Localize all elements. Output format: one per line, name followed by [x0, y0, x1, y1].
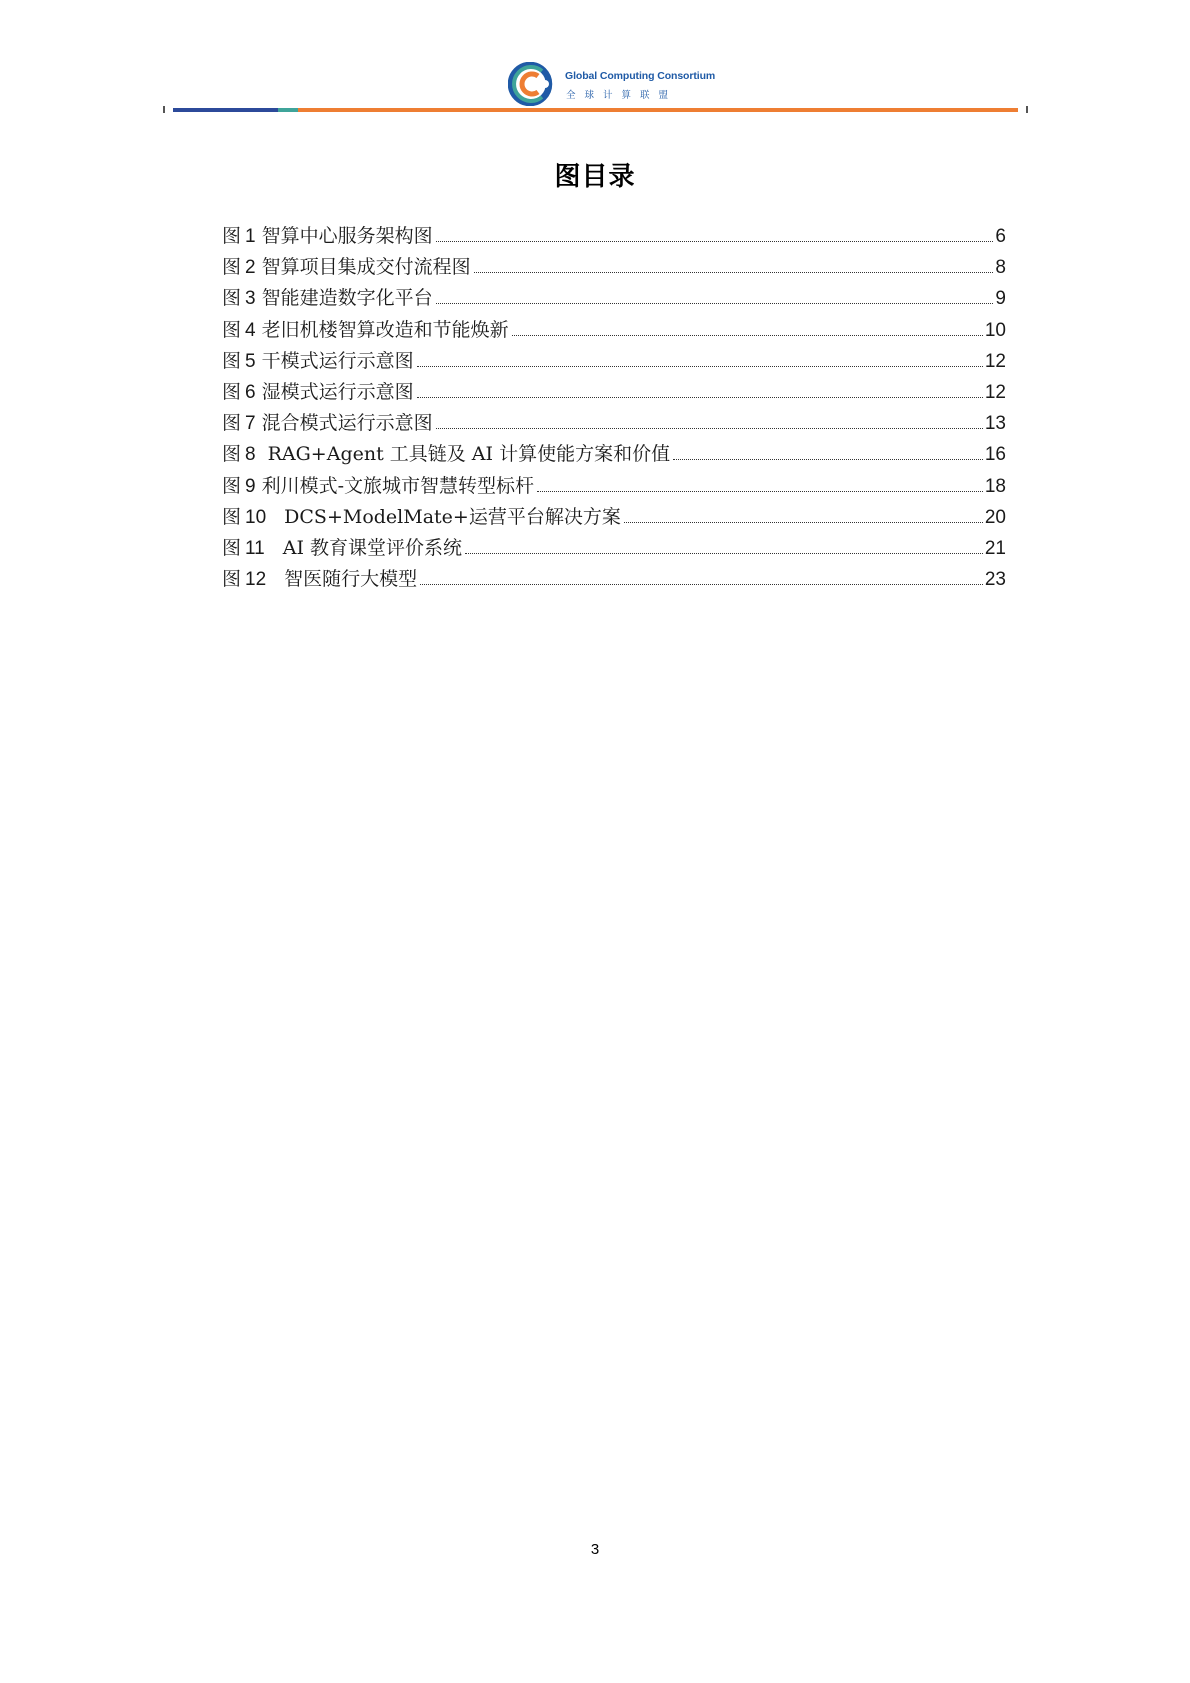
toc-entry-text: 智医随行大模型 [284, 568, 418, 591]
header-rule-left-tick [163, 106, 165, 113]
toc-entry-prefix: 图 [222, 412, 242, 435]
toc-entry-page: 13 [984, 413, 1006, 435]
toc-leader-dots [474, 272, 994, 273]
header-rule-orange [298, 108, 1018, 112]
page-title: 图目录 [554, 162, 636, 192]
header-rule-right-tick [1026, 106, 1028, 113]
toc-entry-number: 10 [245, 506, 267, 528]
toc-entry[interactable] [222, 252, 1006, 283]
logo-english-name: Global Computing Consortium [565, 70, 716, 82]
toc-entry-page: 12 [984, 381, 1006, 403]
toc-leader-dots [420, 584, 983, 585]
toc-entry-page: 23 [984, 569, 1006, 591]
toc-entry-page: 9 [995, 288, 1006, 310]
header-rule-blue [173, 108, 278, 112]
page-header [0, 0, 1190, 115]
toc-entry[interactable] [222, 346, 1006, 377]
toc-entry-label [222, 471, 534, 498]
toc-entry-text: 智能建造数字化平台 [261, 287, 433, 310]
toc-entry-page: 12 [984, 350, 1006, 372]
toc-entry[interactable] [222, 533, 1006, 564]
toc-entry-label [222, 439, 670, 466]
toc-leader-dots [417, 366, 983, 367]
toc-entry-number: 6 [245, 381, 256, 403]
toc-entry[interactable] [222, 471, 1006, 502]
toc-entry-number: 2 [245, 257, 256, 279]
toc-entry-text: 智算中心服务架构图 [261, 225, 433, 247]
toc-leader-dots [465, 553, 983, 554]
toc-entry-text: 混合模式运行示意图 [261, 412, 433, 435]
toc-entry-prefix: 图 [222, 349, 242, 372]
toc-entry[interactable] [222, 408, 1006, 439]
toc-entry-text: 智算项目集成交付流程图 [261, 256, 471, 279]
toc-entry-prefix: 图 [222, 443, 242, 466]
toc-entry-label [222, 533, 462, 560]
toc-entry-prefix: 图 [222, 380, 242, 403]
toc-entry-number: 4 [245, 319, 256, 341]
toc-leader-dots [537, 491, 983, 492]
toc-entry-text: 利川模式-文旅城市智慧转型标杆 [261, 474, 535, 497]
toc-entry-page: 16 [984, 444, 1006, 466]
toc-entry-page: 21 [984, 537, 1006, 559]
toc-leader-dots [436, 241, 994, 242]
toc-entry[interactable] [222, 377, 1006, 408]
toc-entry-prefix: 图 [222, 287, 242, 310]
toc-entry-page: 6 [995, 226, 1006, 247]
page-number: 3 [590, 1541, 600, 1558]
toc-entry-text: DCS+ModelMate+运营平台解决方案 [284, 505, 621, 528]
toc-entry-prefix: 图 [222, 225, 242, 247]
toc-entry-number: 7 [245, 413, 256, 435]
toc-entry-label [222, 564, 417, 591]
toc-entry-number: 11 [245, 537, 265, 559]
logo-chinese-name: 全球计算联盟 [566, 90, 678, 101]
toc-leader-dots [624, 522, 983, 523]
toc-entry-page: 8 [995, 257, 1006, 279]
toc-entry-prefix: 图 [222, 256, 242, 279]
toc-entry-text: 老旧机楼智算改造和节能焕新 [261, 318, 509, 341]
toc-entry-label [222, 377, 414, 404]
toc-entry[interactable] [222, 283, 1006, 314]
header-rule-teal [278, 108, 298, 112]
toc-entry-prefix: 图 [222, 318, 242, 341]
toc-entry[interactable] [222, 564, 1006, 595]
toc-entry-prefix: 图 [222, 536, 242, 559]
toc-entry[interactable] [222, 439, 1006, 470]
toc-leader-dots [512, 335, 983, 336]
toc-entry-label [222, 283, 433, 310]
toc-leader-dots [673, 459, 983, 460]
toc-leader-dots [417, 397, 983, 398]
toc-entry-number: 8 [245, 444, 256, 466]
toc-entry[interactable] [222, 221, 1006, 252]
figure-list [222, 221, 1006, 595]
toc-leader-dots [436, 428, 983, 429]
toc-entry-label [222, 315, 509, 342]
toc-entry-text: 湿模式运行示意图 [261, 380, 414, 403]
toc-entry-text: AI 教育课堂评价系统 [282, 536, 463, 559]
toc-entry-text: RAG+Agent 工具链及 AI 计算使能方案和价值 [267, 443, 671, 466]
toc-entry-page: 10 [984, 319, 1006, 341]
toc-entry-number: 12 [245, 569, 267, 591]
toc-entry-label [222, 252, 471, 279]
toc-leader-dots [436, 303, 994, 304]
toc-entry-prefix: 图 [222, 505, 242, 528]
toc-entry[interactable] [222, 502, 1006, 533]
gcc-logo-icon [508, 62, 556, 106]
toc-entry-text: 干模式运行示意图 [261, 349, 414, 372]
gcc-logo [508, 62, 728, 110]
toc-entry-label [222, 221, 433, 248]
toc-entry-prefix: 图 [222, 474, 242, 497]
toc-entry-number: 5 [245, 350, 256, 372]
toc-entry-page: 20 [984, 506, 1006, 528]
toc-entry-number: 1 [245, 226, 256, 247]
toc-entry-number: 9 [245, 475, 256, 497]
toc-entry-number: 3 [245, 288, 256, 310]
toc-entry[interactable] [222, 315, 1006, 346]
toc-entry-prefix: 图 [222, 568, 242, 591]
toc-entry-label [222, 408, 433, 435]
toc-entry-label [222, 346, 414, 373]
toc-entry-page: 18 [984, 475, 1006, 497]
toc-entry-label [222, 502, 621, 529]
